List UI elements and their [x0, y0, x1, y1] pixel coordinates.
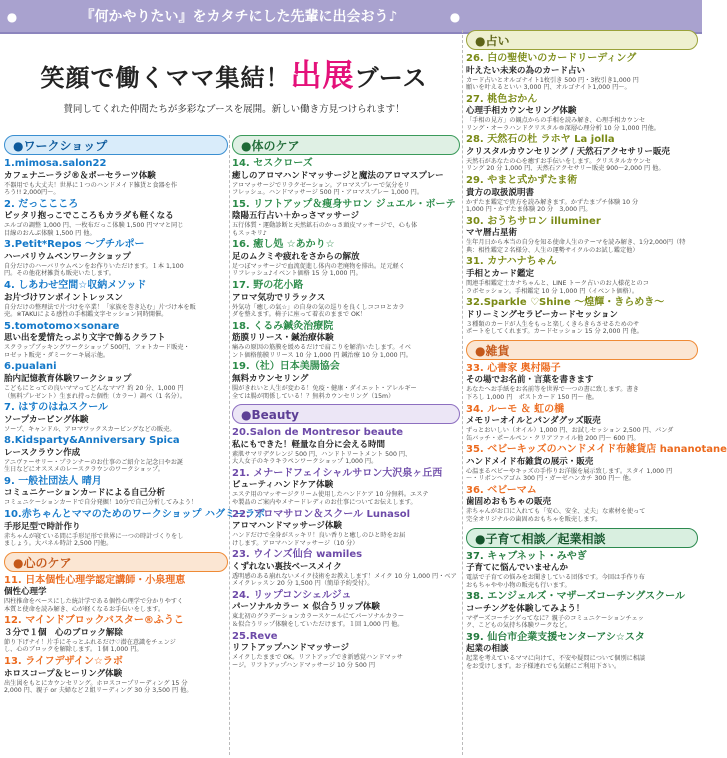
booth-title: 起業の相談 — [466, 644, 509, 655]
booth-entry — [232, 321, 460, 360]
booth-title: ハーバリウムペンワークショップ — [4, 251, 131, 262]
booth-title: 心理手相カウンセリング体験 — [466, 106, 577, 117]
booth-name: 1.mimosa.salon22 — [4, 158, 107, 169]
booth-description: かずたま鑑定で貴方を読み解きます。かずたまプチ体験 10 分 — [466, 198, 639, 206]
booth-name: 22. アロマサロン＆スクール Lunasol — [232, 508, 411, 520]
section — [232, 404, 460, 669]
booth-name: 34. ルーモ ＆ 虹の橋 — [466, 403, 565, 415]
booth-description: エルゴの調整 1,000 円、一枚布だっこ体験 1,500 円ママと同じ — [4, 222, 184, 230]
booth-entry — [466, 53, 698, 92]
booth-title: ドリーミングセラピーカードセッション — [466, 309, 618, 320]
booth-name: 36. ベビーマム — [466, 484, 537, 496]
booth-name: 29. やまと式かずたま術 — [466, 175, 578, 187]
booth-title: コーチングを体験してみよう！ — [466, 603, 585, 614]
booth-entry — [4, 280, 228, 319]
booth-description: 関連手相鑑定士カナちゃんと、LINE トーク占いのお人様花とのコ — [466, 279, 649, 287]
booth-title: お片づけワンポイントレッスン — [4, 292, 123, 303]
booth-name: 31. カナハナちゃん — [466, 256, 557, 268]
booth-description: 腸がきれいと人生が変わる！免疫・健康・ダイエット・アレルギー — [232, 384, 417, 392]
booth-name: 17. 野の花小路 — [232, 280, 304, 292]
booth-entry — [466, 632, 698, 671]
booth-description: 自分だけの整理法で片づけを卒業！「家族を巻き込む」片づけ本を販 — [4, 303, 196, 311]
booth-name: 8.Kidsparty&Anniversary Spica — [4, 435, 180, 447]
booth-description: メイクしたままで OK。リフトアップでき新感覚ハンドマッサ — [232, 654, 403, 662]
booth-description: エステ用のマッサージクリーム使用したハンドケア 10 分無料。エステ — [232, 491, 429, 499]
booth-description: あなたへお手紙をお名前等を世界で一つの書に致します。書き — [466, 386, 639, 394]
booth-description: 缶バッチ・ポールペン・クリアファイル他 200 円～ 600 円。 — [466, 434, 640, 442]
booth-title: ピッタリ抱っこでこころもカラダも軽くなる — [4, 211, 174, 222]
booth-entry — [466, 94, 698, 133]
column-2 — [232, 135, 460, 757]
booth-title: 癒しのアロマハンドマッサージと魔法のアロマスプレー — [232, 170, 444, 181]
booth-title: 思い出を愛情たっぷり文字で飾るクラフト — [4, 333, 166, 344]
booth-description: おもちゃやや小物の販売も行います。 — [466, 581, 571, 589]
booth-description: ージ。リフトアップハンドマッサージ 10 分 500 円 — [232, 661, 376, 669]
booth-entry — [4, 615, 228, 654]
booth-entry — [4, 509, 265, 548]
title-part-a: 笑顔で働くママ集結！ — [40, 64, 291, 92]
booth-title: クリスタルカウンセリング / 天然石アクセサリー販売 — [466, 146, 670, 157]
section — [466, 30, 698, 336]
booth-name: 20.Salon de Montresor beaute — [232, 427, 404, 439]
booth-entry — [232, 361, 460, 400]
booth-description: 赤ちゃんが寝ている間に手形足形で世界に一つの時計づくりをし — [4, 532, 184, 540]
booth-name: 35. ベビーキッズのハンドメイド布雑貨店 hananotane — [466, 444, 727, 456]
banner-dot-icon: ● — [449, 10, 461, 24]
booth-entry — [466, 591, 698, 630]
booth-name: 21. メナードフェイシャルサロン大沢泉ヶ丘西 — [232, 467, 443, 479]
section — [232, 135, 460, 400]
booth-description: や製品のご案内やメナードレディのお仕事についてお伝えします。 — [232, 498, 417, 506]
booth-description: 売。※TAKUによる感性の手相鑑文字セッション同時開催。 — [4, 311, 168, 319]
booth-title: 手相とカード鑑定 — [466, 268, 535, 279]
booth-description: ソープ、キャンドル、アロマワックスカービングなどの販売。 — [4, 425, 176, 433]
booth-description: 四柱推命をベースにした統計学である個性心理学で分かりやすく — [4, 598, 184, 606]
booth-description: 下ろし 1,000 円 ポストカード 150 円～ 他。 — [466, 393, 598, 401]
booth-description: ３種類のカードが人生をもっと楽しくきらきらさせるためのサ — [466, 320, 640, 328]
booth-entry — [4, 476, 228, 507]
booth-name: 4. しあわせ空間☆収納メソッド — [4, 280, 147, 292]
booth-name: 33. 心書家 奥村陽子 — [466, 362, 561, 374]
booth-description: ～・リボンヘアゴム 300 円・ガーゼハンカチ 300 円～ 他。 — [466, 475, 635, 483]
booth-title: リフトアップハンドマッサージ — [232, 643, 349, 654]
booth-name: 13. ライフデザイン☆ラボ — [4, 656, 123, 668]
booth-title: ハンドメイド布雑貨の展示・販売 — [466, 456, 594, 467]
booth-entry — [232, 509, 460, 548]
booth-description: 1,000 円・かずたま体験 20 分 3,000 円。 — [466, 206, 592, 214]
booth-description: ント価格筋膜リリース 10 分 1,000 円 鍼治療 10 分 1,000 円。 — [232, 351, 412, 359]
booth-name: 3.Petit*Repos ～プチルポー — [4, 239, 145, 251]
booth-description: コミュニケーションカードで自分発掘！10分で自己分析してみよう！ — [4, 499, 198, 507]
booth-description: ダを整えます。椅子に座って着衣のままで OK！ — [232, 311, 367, 319]
booth-entry — [4, 435, 228, 474]
booth-entry — [4, 158, 228, 197]
section — [4, 552, 228, 695]
booth-description: 不器用でも大丈夫！世界に１つのハンドメイド雑貨と食器を作 — [4, 181, 178, 189]
booth-title: メモリーオイルとパンダグッズ販売 — [466, 416, 601, 426]
booth-entry — [232, 549, 460, 588]
booth-name: 12. マインドブロックバスター®ふうこ — [4, 615, 184, 627]
booth-entry — [232, 468, 460, 507]
page-subtitle: 賛同してくれた仲間たちが多彩なブースを展開。新しい働き方見つけられます！ — [63, 104, 405, 115]
booth-name: 15. リフトアップ＆痩身サロン ジュエル・ボーテ — [232, 198, 456, 210]
booth-description: 自分だけのハーバリウムペンをお作りいただけます。１本 1,100 — [4, 262, 184, 270]
booth-description: ポートをしてくれます。カードセッション 15 分 2,000 円 他。 — [466, 328, 643, 336]
booth-description: フレッシュ。ハンドマッサージ 500 円・アロマスプレー 1,000 円。 — [232, 189, 424, 197]
booth-description: 円。その他花材雑貨も販売いたします。 — [4, 270, 115, 278]
booth-description: 透明感のある崩れないメイク技術をお教えします！メイク 10 分 1,000 円・ベア — [232, 572, 457, 580]
booth-description: 天然石があなたの心を癒すお手伝いをします。クリスタルカウンセ — [466, 157, 652, 165]
page-title — [14, 50, 454, 95]
booth-name: 19.（社）日本美腸協会 — [232, 361, 340, 373]
booth-entry — [466, 175, 698, 214]
booth-name: 5.tomotomo×sonare — [4, 320, 120, 332]
title-highlight: 出展 — [290, 58, 355, 94]
section-header: ●Beauty — [232, 404, 460, 424]
booth-entry — [466, 363, 698, 402]
booth-description: ＆似合うリップ体験をしていただけます。１回 1,000 円 他。 — [232, 620, 404, 628]
booth-description: （無料プレゼント）生まれ持った個性（カラー）調べ（1 名分）。 — [4, 392, 186, 400]
booth-title: ホロスコープ＆ヒーリング体験 — [4, 668, 123, 679]
booth-description: アロマッサージでリラクゼーション。アロマスプレーで気分をリ — [232, 181, 410, 189]
booth-title: マヤ暦占星術 — [466, 228, 518, 239]
booth-title: 陰陽五行占い＋かっさマッサージ — [232, 211, 359, 222]
booth-description: 「手相の見方」の観点からの手相を読み解き、心理手相カウンセ — [466, 117, 646, 125]
booth-name: 24. リップコンシェルジュ — [232, 589, 352, 601]
booth-entry — [232, 280, 460, 319]
banner-text: 『何かやりたい』をカタチにした先輩に出会おう♪ — [80, 9, 398, 25]
booth-description: リフレッシュ♪イベント価格 15 分 1,000 円。 — [232, 270, 362, 278]
booth-name: 7. はすのはねスクール — [4, 402, 109, 414]
booth-name: 10.赤ちゃんとママのためのワークショップ ハグミーラボ — [4, 509, 265, 520]
booth-title: 手形足型で時計作り — [4, 521, 81, 532]
section-header: ●占い — [466, 30, 698, 50]
booth-entry — [466, 134, 698, 173]
title-part-c: ブース — [354, 64, 428, 92]
booth-name: 32.Sparkle ♡Shine ～煌輝・きらめき～ — [466, 297, 665, 309]
booth-description: マザーズコーチングってなに？親子のコミュニケーションチェッ — [466, 614, 644, 622]
booth-description: 全ては腸が関係している！？無料カウンセリング（15m） — [232, 392, 395, 400]
booth-description: アニヴァーサリー・プランナーのお仕事のご紹介と記念日やお誕 — [4, 458, 184, 466]
booth-description: 足つぼマッサージで血流促進し体内の老廃物を排出。足元軽く — [232, 262, 405, 270]
booth-entry — [4, 656, 228, 695]
booth-name: 11. 日本個性心理学認定講師・小泉理恵 — [4, 574, 186, 586]
booth-description: ろう!! 2,000円～。 — [4, 189, 60, 197]
booth-description: 外気功「癒しの氣☆」の自身の気の巡りを良くしココロとカラ — [232, 303, 405, 311]
booth-entry — [232, 590, 460, 629]
booth-entry — [4, 361, 228, 400]
booth-entry — [466, 551, 698, 590]
booth-description: ハンドだけで全身がスッキリ！良い香りと癒しのひと時をお届 — [232, 532, 406, 539]
booth-description: をお受けします。お子様連れでも気軽にご利用下さい。 — [466, 663, 621, 671]
booth-description: こどもにとっての良いママってどんなママ？約 20 分、1,000 円 — [4, 384, 184, 392]
booth-description: 2,000 円、親子 or 夫婦など２組リーディング 30 分 3,500 円 他。 — [4, 687, 193, 695]
booth-name: 14. セスクローズ — [232, 158, 313, 169]
booth-name: 9. 一般社団法人 晴月 — [4, 475, 102, 487]
booth-title: 子育てに悩んでいませんか — [466, 563, 569, 574]
booth-title: その場でお名前・言葉を書きます — [466, 375, 594, 386]
booth-name: 27. 桃色おかん — [466, 93, 538, 105]
section — [466, 528, 698, 671]
booth-entry — [466, 297, 698, 336]
booth-description: 本質と使命を読み解き、心が軽くなるお手伝いをします。 — [4, 605, 165, 613]
booth-description: 生日などにオススメのレースクラウンのワークショップ。 — [4, 466, 164, 474]
section-header: ●子育て相談／起業相談 — [466, 528, 698, 548]
booth-description: 五行体質・運動診断と天然鉱石のかっさ頭皮マッサージで、心も体 — [232, 222, 418, 230]
booth-description: スクラップブッキングワークショップ 500円、フォトカード販売・ — [4, 344, 190, 352]
booth-entry — [232, 199, 460, 238]
booth-entry — [232, 631, 460, 670]
booth-description: リング・オーラハンドクリスタル®深層心理分析 10 分 1,000 円他。 — [466, 124, 660, 132]
booth-description: ラボセッション。手相鑑定 10 分 1,000 円（イベント価格）。 — [466, 287, 639, 295]
booth-title: 叶えたい未来の為のカード占い — [466, 65, 586, 76]
booth-name: 6.pualani — [4, 361, 57, 373]
booth-title: アロマ気功でリラックス — [232, 292, 326, 303]
booth-title: パーソナルカラー × 似合うリップ体験 — [232, 602, 380, 613]
booth-description: 痛みの原因の筋膜を緩めるだけで肩こりを解消いたします。イベ — [232, 344, 411, 352]
booth-description: リング 20 分 1,000 円、天然石アクセサリー販売 900～2,000 円 他。 — [466, 165, 665, 173]
booth-description: メイクレッスン 20 分 1,500 円（簡単予約受付）。 — [232, 580, 374, 588]
booth-entry — [4, 199, 228, 238]
booth-entry — [232, 158, 460, 197]
booth-title: 筋膜リリース・鍼治療体験 — [232, 333, 334, 344]
booth-description: 心温まるベビーやキッズの手作りお洋服を展示致します。スタイ 1,000 円 — [466, 467, 673, 475]
booth-name: 37. キャブネット・みやぎ — [466, 550, 587, 562]
booth-name: 30. おうちサロン illuminer — [466, 215, 601, 227]
booth-name: 2. だっここころ — [4, 198, 79, 210]
booth-entry — [466, 256, 698, 295]
booth-title: 胎内記憶教育体験ワークショップ — [4, 373, 132, 384]
booth-description: 大人女子のキラキラペンワークショップ 1,000 円。 — [232, 458, 378, 466]
booth-description: ク、こどもの気持ち体験ワークなど。 — [466, 622, 571, 630]
booth-name: 26. 白の聖使いのカードリーディング — [466, 53, 637, 64]
booth-title: 足のムクミや疲れをさからの解放 — [232, 251, 360, 262]
column-3 — [466, 30, 727, 756]
booth-entry — [4, 402, 228, 433]
booth-entry — [466, 485, 698, 524]
booth-entry — [4, 321, 228, 360]
booth-title: コミュニケーションカードによる自己分析 — [4, 488, 165, 499]
booth-name: 18. くるみ鍼灸治療院 — [232, 320, 334, 332]
column-divider — [462, 30, 463, 755]
booth-title: カフェナニーラジ®＆ポーセラーツ体験 — [4, 170, 156, 181]
booth-name: 25.Reve — [232, 630, 278, 642]
booth-description: ましょう。大パネル時計 2,500 円他。 — [4, 540, 113, 548]
booth-entry — [466, 444, 727, 483]
booth-entry — [466, 404, 698, 443]
section-header: ●体のケア — [232, 135, 460, 155]
booth-description: 完全オリジナルの歯固めおもちゃを販売します。 — [466, 515, 602, 523]
top-banner — [0, 0, 702, 34]
booth-description: 願いを叶えるといい 3,000 円、オルゴナイト1,000 円～。 — [466, 84, 631, 92]
booth-name: 39. 仙台市企業支援センターアシ☆スタ — [466, 631, 645, 643]
section — [466, 340, 727, 524]
section-header: ●雑貨 — [466, 340, 698, 360]
booth-description: 目線のおんぶ体験 1,500 円 他。 — [4, 229, 96, 237]
booth-title: アロマハンドマッサージ体験 — [232, 521, 342, 531]
booth-entry — [232, 239, 460, 278]
booth-title: 歯固めおもちゃの販売 — [466, 497, 552, 508]
booth-title: 私にもできた！軽量な自分に会える時間 — [232, 439, 386, 450]
booth-name: 38. エンジェルズ・マザーズコーチングスクール — [466, 591, 685, 603]
booth-name: 16. 癒し処 ☆あかり☆ — [232, 239, 335, 251]
banner-dot-icon: ● — [6, 10, 18, 24]
booth-description: 節り下げナイ！片手にそっとふれるだけ♡潜在意識をチェンジ — [4, 638, 176, 646]
booth-description: けします。アロマハンドマッサージ（10 分） — [232, 539, 359, 547]
booth-description: ロゼット販売・ダミーケーキ展示他。 — [4, 351, 110, 359]
booth-description: 生年月日から本当の自分を知る使命人生のテーマを読み解き、1分2,000円（特 — [466, 239, 686, 247]
booth-title: 個性心理学 — [4, 587, 47, 598]
booth-name: 28. 天然石の杜 ラホヤ La jolla — [466, 134, 615, 146]
booth-entry — [466, 216, 698, 255]
booth-title: ソープカービング体験 — [4, 414, 89, 425]
booth-description: 出生図をもとにカウンセリング。ホロスコープリーディング 15 分 — [4, 679, 188, 687]
booth-description: 素肌サマリデクレンジ 500 円、ハンドトリートメント 500 円、 — [232, 450, 412, 458]
section-header: ●ワークショップ — [4, 135, 228, 155]
booth-description: 起業を考えているママに向けて、不安や疑問について個別に相談 — [466, 655, 646, 663]
booth-entry — [232, 427, 460, 466]
booth-description: 東北初のグラデーションカラースケールにてパーソナルカラー — [232, 613, 405, 621]
hero — [14, 50, 454, 115]
section-header: ●心のケア — [4, 552, 228, 572]
booth-title: ３分で１個 心のブロック解除 — [4, 627, 123, 638]
column-divider — [229, 135, 230, 755]
booth-title: レースクラウン作成 — [4, 447, 81, 458]
booth-title: 無料カウンセリング — [232, 373, 309, 384]
booth-description: カード占いとオルゴナイト1枚引き 500 円・3枚引き1,000 円 — [466, 76, 639, 84]
booth-description: 典：相性鑑定２名様分、人生の運勢サイクルのお試し鑑定他） — [466, 246, 639, 254]
booth-description: もスッキリ♪ — [232, 229, 267, 237]
booth-title: くずれない裏技ベースメイク — [232, 561, 342, 572]
booth-title: 貴方の取扱説明書 — [466, 187, 535, 198]
booth-entry — [4, 239, 228, 278]
booth-description: 電話で子育ての悩みをお聞きしている団体です。今回は手作り布 — [466, 574, 645, 582]
booth-title: ビューティハンドケア体験 — [232, 480, 334, 491]
booth-description: 赤ちゃんがお口に入れても「安心、安全、丈夫」な素材を使って — [466, 508, 646, 516]
booth-description: ずっとおいしい（オイル）1,000 円、お試しセッション 2,500 円、パンダ — [466, 427, 674, 434]
booth-description: し、心のブロックを解除します。１個 1,000 円。 — [4, 646, 143, 654]
booth-entry — [4, 575, 228, 614]
booth-name: 23. ウインズ仙台 wamiles — [232, 549, 363, 561]
